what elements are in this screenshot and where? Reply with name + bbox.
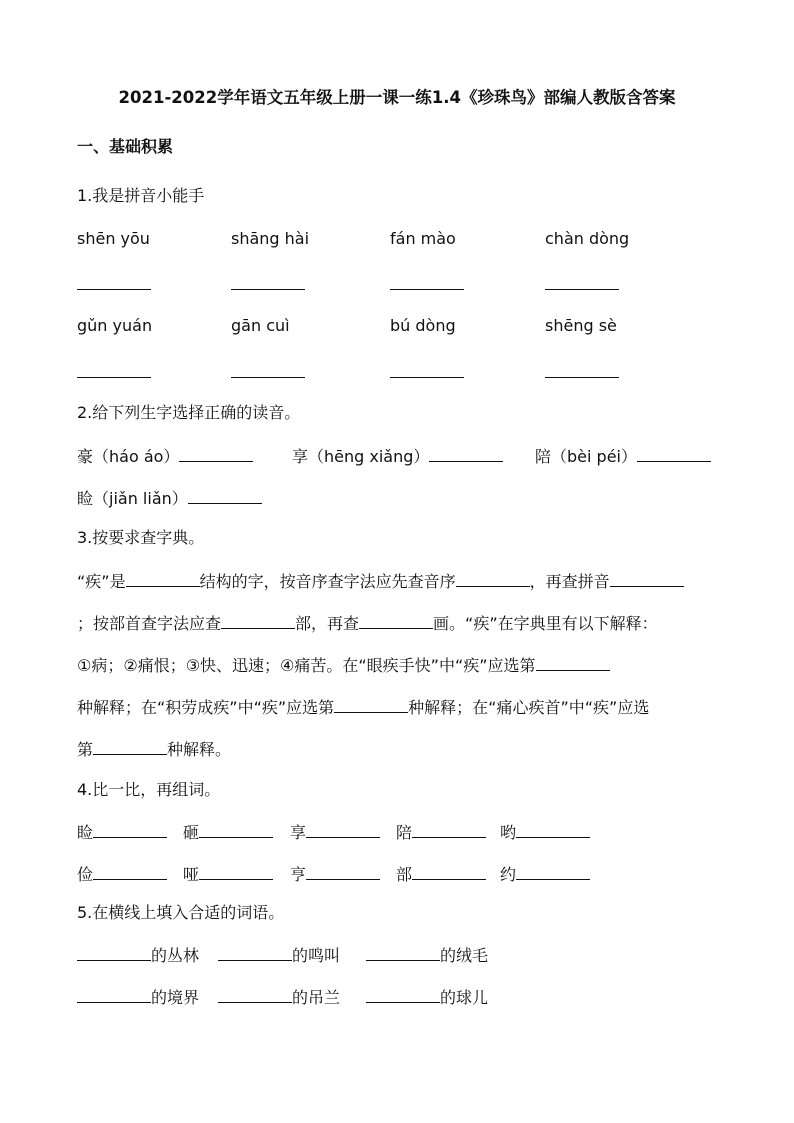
- q3-text: 种解释；在“积劳成疾”中“疾”应选第: [77, 698, 335, 717]
- pinyin-item: chàn dòng: [545, 229, 630, 248]
- q3-paragraph-line: [77, 737, 231, 761]
- answer-blank[interactable]: [334, 695, 408, 713]
- section-heading: 一、基础积累: [77, 137, 174, 156]
- answer-blank[interactable]: [188, 486, 262, 504]
- answer-blank[interactable]: [199, 862, 273, 880]
- answer-blank[interactable]: [77, 360, 151, 378]
- phrase-suffix: 的绒毛: [440, 946, 489, 965]
- q3-paragraph-line: [77, 611, 658, 635]
- answer-blank[interactable]: [221, 611, 295, 629]
- pinyin-item: shāng hài: [231, 229, 310, 248]
- answer-blank[interactable]: [637, 444, 711, 462]
- answer-blank[interactable]: [610, 569, 684, 587]
- character: 哑: [183, 865, 200, 884]
- q3-paragraph-line: [77, 695, 649, 719]
- answer-blank[interactable]: [429, 444, 503, 462]
- q3-text: ，再查拼音: [529, 572, 610, 591]
- answer-blank[interactable]: [77, 985, 151, 1003]
- character: 陪: [396, 823, 413, 842]
- answer-blank[interactable]: [516, 820, 590, 838]
- q3-text: ；按部首查字法应查: [77, 614, 222, 633]
- answer-blank[interactable]: [93, 820, 167, 838]
- q3-text: 第: [77, 740, 94, 759]
- page-title: 2021-2022学年语文五年级上册一课一练1.4《珍珠鸟》部编人教版含答案: [118, 88, 676, 107]
- pinyin-item: fán mào: [390, 229, 456, 248]
- answer-blank[interactable]: [516, 862, 590, 880]
- q3-text: 种解释；在“痛心疾首”中“疾”应选: [408, 698, 650, 717]
- q3-text: 部，再查: [295, 614, 360, 633]
- q1-title: 1.我是拼音小能手: [77, 186, 205, 205]
- q3-paragraph-line: [77, 653, 610, 677]
- phrase-suffix: 的吊兰: [292, 988, 341, 1007]
- answer-blank[interactable]: [412, 820, 486, 838]
- phrase-suffix: 的境界: [151, 988, 200, 1007]
- character: 部: [396, 865, 413, 884]
- reading-choice: 陪（bèi péi）: [535, 447, 637, 466]
- q3-text: “疾”是: [77, 572, 126, 591]
- q5-title: 5.在横线上填入合适的词语。: [77, 903, 285, 922]
- character: 哟: [500, 823, 517, 842]
- q3-text: 种解释。: [167, 740, 232, 759]
- q4-title: 4.比一比，再组词。: [77, 780, 221, 799]
- answer-blank[interactable]: [366, 985, 440, 1003]
- answer-blank[interactable]: [77, 272, 151, 290]
- answer-blank[interactable]: [179, 444, 253, 462]
- pinyin-item: gǔn yuán: [77, 316, 153, 335]
- character: 约: [500, 865, 517, 884]
- phrase-suffix: 的丛林: [151, 946, 200, 965]
- answer-blank[interactable]: [545, 272, 619, 290]
- character: 享: [290, 823, 307, 842]
- answer-blank[interactable]: [77, 943, 151, 961]
- answer-blank[interactable]: [412, 862, 486, 880]
- character: 砸: [183, 823, 200, 842]
- character: 睑: [77, 823, 94, 842]
- answer-blank[interactable]: [306, 820, 380, 838]
- answer-blank[interactable]: [536, 653, 610, 671]
- answer-blank[interactable]: [218, 985, 292, 1003]
- reading-choice: 享（hēng xiǎng）: [292, 447, 430, 466]
- reading-choice: 睑（jiǎn liǎn）: [77, 489, 188, 508]
- pinyin-item: shēng sè: [545, 316, 617, 335]
- q3-title: 3.按要求查字典。: [77, 528, 205, 547]
- answer-blank[interactable]: [93, 862, 167, 880]
- q3-paragraph-line: [77, 569, 684, 593]
- q3-text: 结构的字，按音序查字法应先查音序: [199, 572, 456, 591]
- phrase-suffix: 的鸣叫: [292, 946, 341, 965]
- character: 俭: [77, 865, 94, 884]
- character: 亨: [290, 865, 307, 884]
- answer-blank[interactable]: [390, 360, 464, 378]
- answer-blank[interactable]: [231, 360, 305, 378]
- pinyin-item: shēn yōu: [77, 229, 150, 248]
- answer-blank[interactable]: [231, 272, 305, 290]
- answer-blank[interactable]: [306, 862, 380, 880]
- q3-text: ①病；②痛恨；③快、迅速；④痛苦。在“眼疾手快”中“疾”应选第: [77, 656, 536, 675]
- answer-blank[interactable]: [199, 820, 273, 838]
- answer-blank[interactable]: [126, 569, 200, 587]
- answer-blank[interactable]: [93, 737, 167, 755]
- q3-text: 画。“疾”在字典里有以下解释：: [433, 614, 658, 633]
- q2-title: 2.给下列生字选择正确的读音。: [77, 403, 301, 422]
- answer-blank[interactable]: [218, 943, 292, 961]
- answer-blank[interactable]: [545, 360, 619, 378]
- answer-blank[interactable]: [359, 611, 433, 629]
- pinyin-item: bú dòng: [390, 316, 456, 335]
- phrase-suffix: 的球儿: [440, 988, 489, 1007]
- answer-blank[interactable]: [366, 943, 440, 961]
- answer-blank[interactable]: [390, 272, 464, 290]
- pinyin-item: gān cuì: [231, 316, 290, 335]
- answer-blank[interactable]: [456, 569, 530, 587]
- reading-choice: 豪（háo áo）: [77, 447, 180, 466]
